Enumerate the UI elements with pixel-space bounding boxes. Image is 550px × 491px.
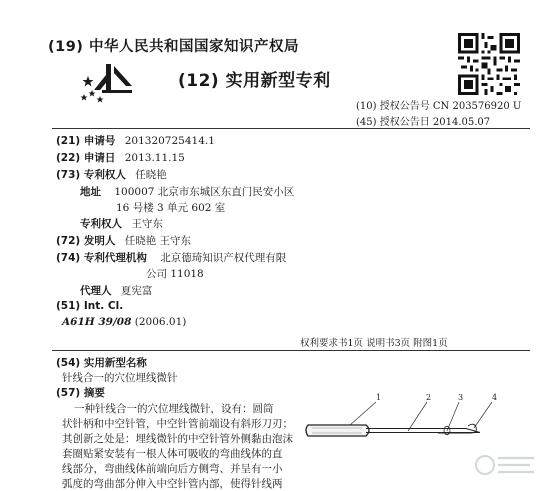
inventors: 任晓艳 王守东 (124, 235, 192, 247)
inventor-label: (72) 发明人 (56, 235, 116, 247)
figure-label-3 (447, 393, 463, 431)
patentee-label: (73) 专利权人 (56, 169, 126, 181)
svg-text:2: 2 (426, 393, 432, 402)
patentee: 任晓艳 (135, 169, 167, 181)
abstract-line: 弧度的弯曲部分伸入中空针管内部，使得针线两 (62, 478, 283, 490)
agency-line-2: 公司 11018 (146, 268, 204, 280)
agency-label: (74) 专利代理机构 (56, 252, 147, 264)
header-divider (52, 128, 530, 129)
publication-number: (10) 授权公告号 CN 203576920 U (356, 101, 522, 112)
agent-row (80, 283, 152, 298)
document-type: (12) 实用新型专利 (178, 71, 331, 91)
inventor-row (56, 233, 191, 248)
intcl-label (56, 300, 123, 312)
address-line-2: 16 号楼 3 单元 602 室 (116, 202, 226, 214)
filing-date-label: (22) 申请日 (56, 152, 116, 164)
watermark-logo (474, 452, 540, 478)
application-number-label: (21) 申请号 (56, 135, 116, 147)
cnipa-logo (80, 60, 142, 104)
agent-label: 代理人 (80, 285, 112, 297)
figure-label-4 (474, 393, 497, 428)
intcl-row (62, 316, 186, 328)
patentee-row (56, 167, 167, 182)
address-line-1: 100007 北京市东城区东直门民安小区 (114, 186, 295, 198)
abstract-label-row (56, 385, 105, 400)
office-name: (19) 中华人民共和国国家知识产权局 (48, 39, 299, 55)
address-row (80, 184, 294, 199)
application-number-row (56, 133, 215, 148)
agency-row (56, 250, 286, 265)
patentee2-row (80, 216, 163, 231)
abstract-line: 其创新之处是：埋线微针的中空针管外侧黏由泡沫 (62, 433, 293, 445)
publication-date: (45) 授权公告日 2014.05.07 (356, 117, 491, 128)
intcl-class: A61H 39/08 (62, 316, 132, 328)
filing-date: 2013.11.15 (124, 152, 185, 164)
figure-label-1 (350, 393, 381, 425)
abstract-divider (52, 350, 530, 351)
agency-line-1: 北京德琦知识产权代理有限 (160, 252, 287, 264)
application-number: 201320725414.1 (124, 135, 215, 147)
figure-label-2 (408, 393, 431, 431)
abstract-line: 状针柄和中空针管，中空针管前端设有斜形刀刃； (62, 418, 293, 430)
qr-code (458, 33, 520, 95)
intcl-label-text: (51) Int. Cl. (56, 300, 124, 312)
filing-date-row (56, 150, 185, 165)
page-count-info: 权利要求书1页 说明书3页 附图1页 (300, 338, 448, 349)
utility-model-title: 针线合一的穴位埋线微针 (62, 372, 178, 384)
patentee2: 王守东 (131, 218, 163, 230)
title-label: (54) 实用新型名称 (56, 357, 147, 369)
abstract-line: 一种针线合一的穴位埋线微针，设有：圆筒 (74, 403, 274, 415)
intcl-date: (2006.01) (134, 316, 187, 328)
needle-tube (366, 429, 466, 433)
agent: 夏宪富 (120, 285, 153, 297)
abstract-line: 套圈贴紧安装有一根人体可吸收的弯曲线体的直 (62, 448, 283, 460)
abstract-label: (57) 摘要 (56, 387, 105, 399)
title-label-row (56, 355, 147, 370)
svg-text:1: 1 (376, 393, 382, 402)
svg-text:3: 3 (458, 393, 464, 402)
abstract-line: 线部分，弯曲线体前端向后方侧弯、并呈有一小 (62, 463, 283, 475)
needle-handle (306, 425, 369, 436)
address-label: 地址 (80, 186, 101, 198)
patentee2-label: 专利权人 (80, 218, 122, 230)
svg-text:4: 4 (492, 393, 498, 402)
needle-bevel-tip (466, 429, 480, 433)
